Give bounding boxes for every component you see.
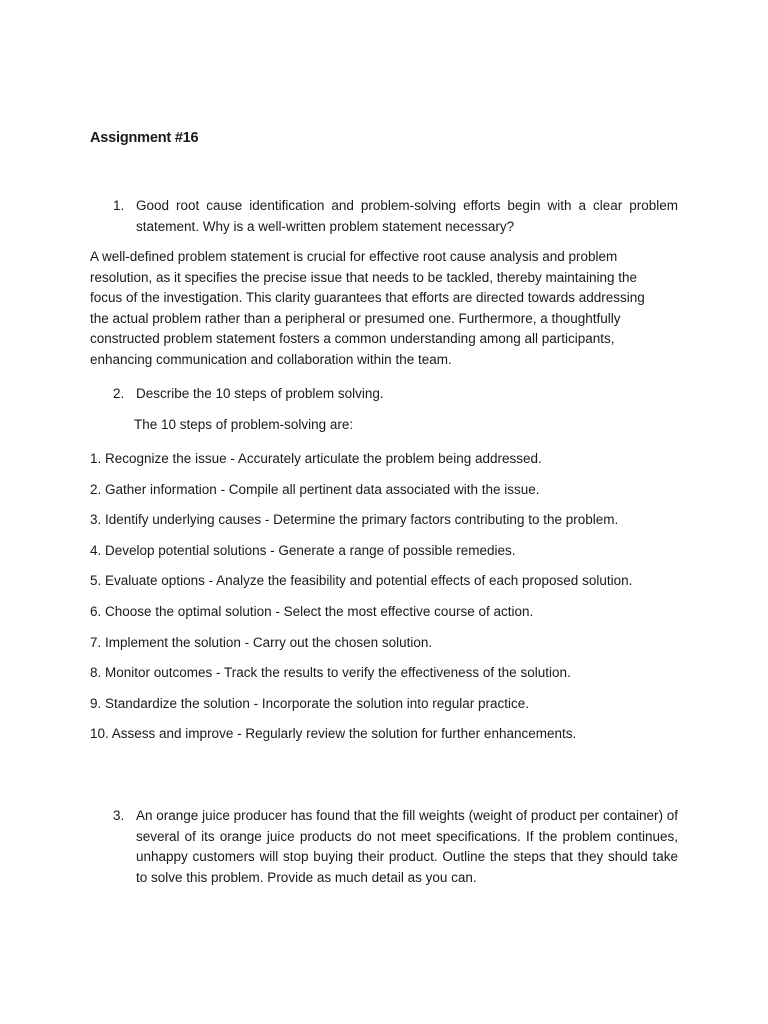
step-item: 8. Monitor outcomes - Track the results to verify the effectiveness of the solution. [90,665,571,680]
answer-1-paragraph: A well-defined problem statement is crucial for effective root cause analysis and problem resolution, as it specifies the precise issue that needs to be tackled, thereby maintaining the focus of the investigation. This clarity guarantees that efforts are directed towards addressing the actual problem rather than a peripheral or presumed one. Furthermore, a thoughtfully constructed problem statement fosters a common understanding among all participants, enhancing communication and collaboration within the team. [90,249,645,367]
document-title: Assignment #16 [90,130,199,146]
question-3-number: 3. [113,808,125,823]
question-1-number: 1. [113,198,125,213]
question-1 [90,196,678,237]
step-item: 4. Develop potential solutions - Generate a range of possible remedies. [90,543,516,558]
step-item: 1. Recognize the issue - Accurately articulate the problem being addressed. [90,451,542,466]
question-2-number: 2. [113,386,125,401]
question-3-text: An orange juice producer has found that the fill weights (weight of product per container) of several of its orange juice products do not meet specifications. If the problem continues, unhappy customers will stop buying their product. Outline the steps that they should take to solve this problem. Provide as much detail as you can. [136,808,678,885]
step-item: 6. Choose the optimal solution - Select the most effective course of action. [90,604,534,619]
steps-intro: The 10 steps of problem-solving are: [134,417,354,432]
step-item: 7. Implement the solution - Carry out the chosen solution. [90,635,433,650]
question-1-text: Good root cause identification and problem-solving efforts begin with a clear problem statement. Why is a well-written problem statement necessary? [136,198,678,234]
step-item: 5. Evaluate options - Analyze the feasibility and potential effects of each proposed solution. [90,573,633,588]
step-item: 2. Gather information - Compile all pertinent data associated with the issue. [90,482,540,497]
step-item: 9. Standardize the solution - Incorporate the solution into regular practice. [90,696,530,711]
step-item: 10. Assess and improve - Regularly review the solution for further enhancements. [90,726,577,741]
question-3 [90,806,678,888]
step-item: 3. Identify underlying causes - Determine the primary factors contributing to the problem. [90,512,619,527]
question-2 [90,384,678,405]
question-2-text: Describe the 10 steps of problem solving. [136,386,384,401]
